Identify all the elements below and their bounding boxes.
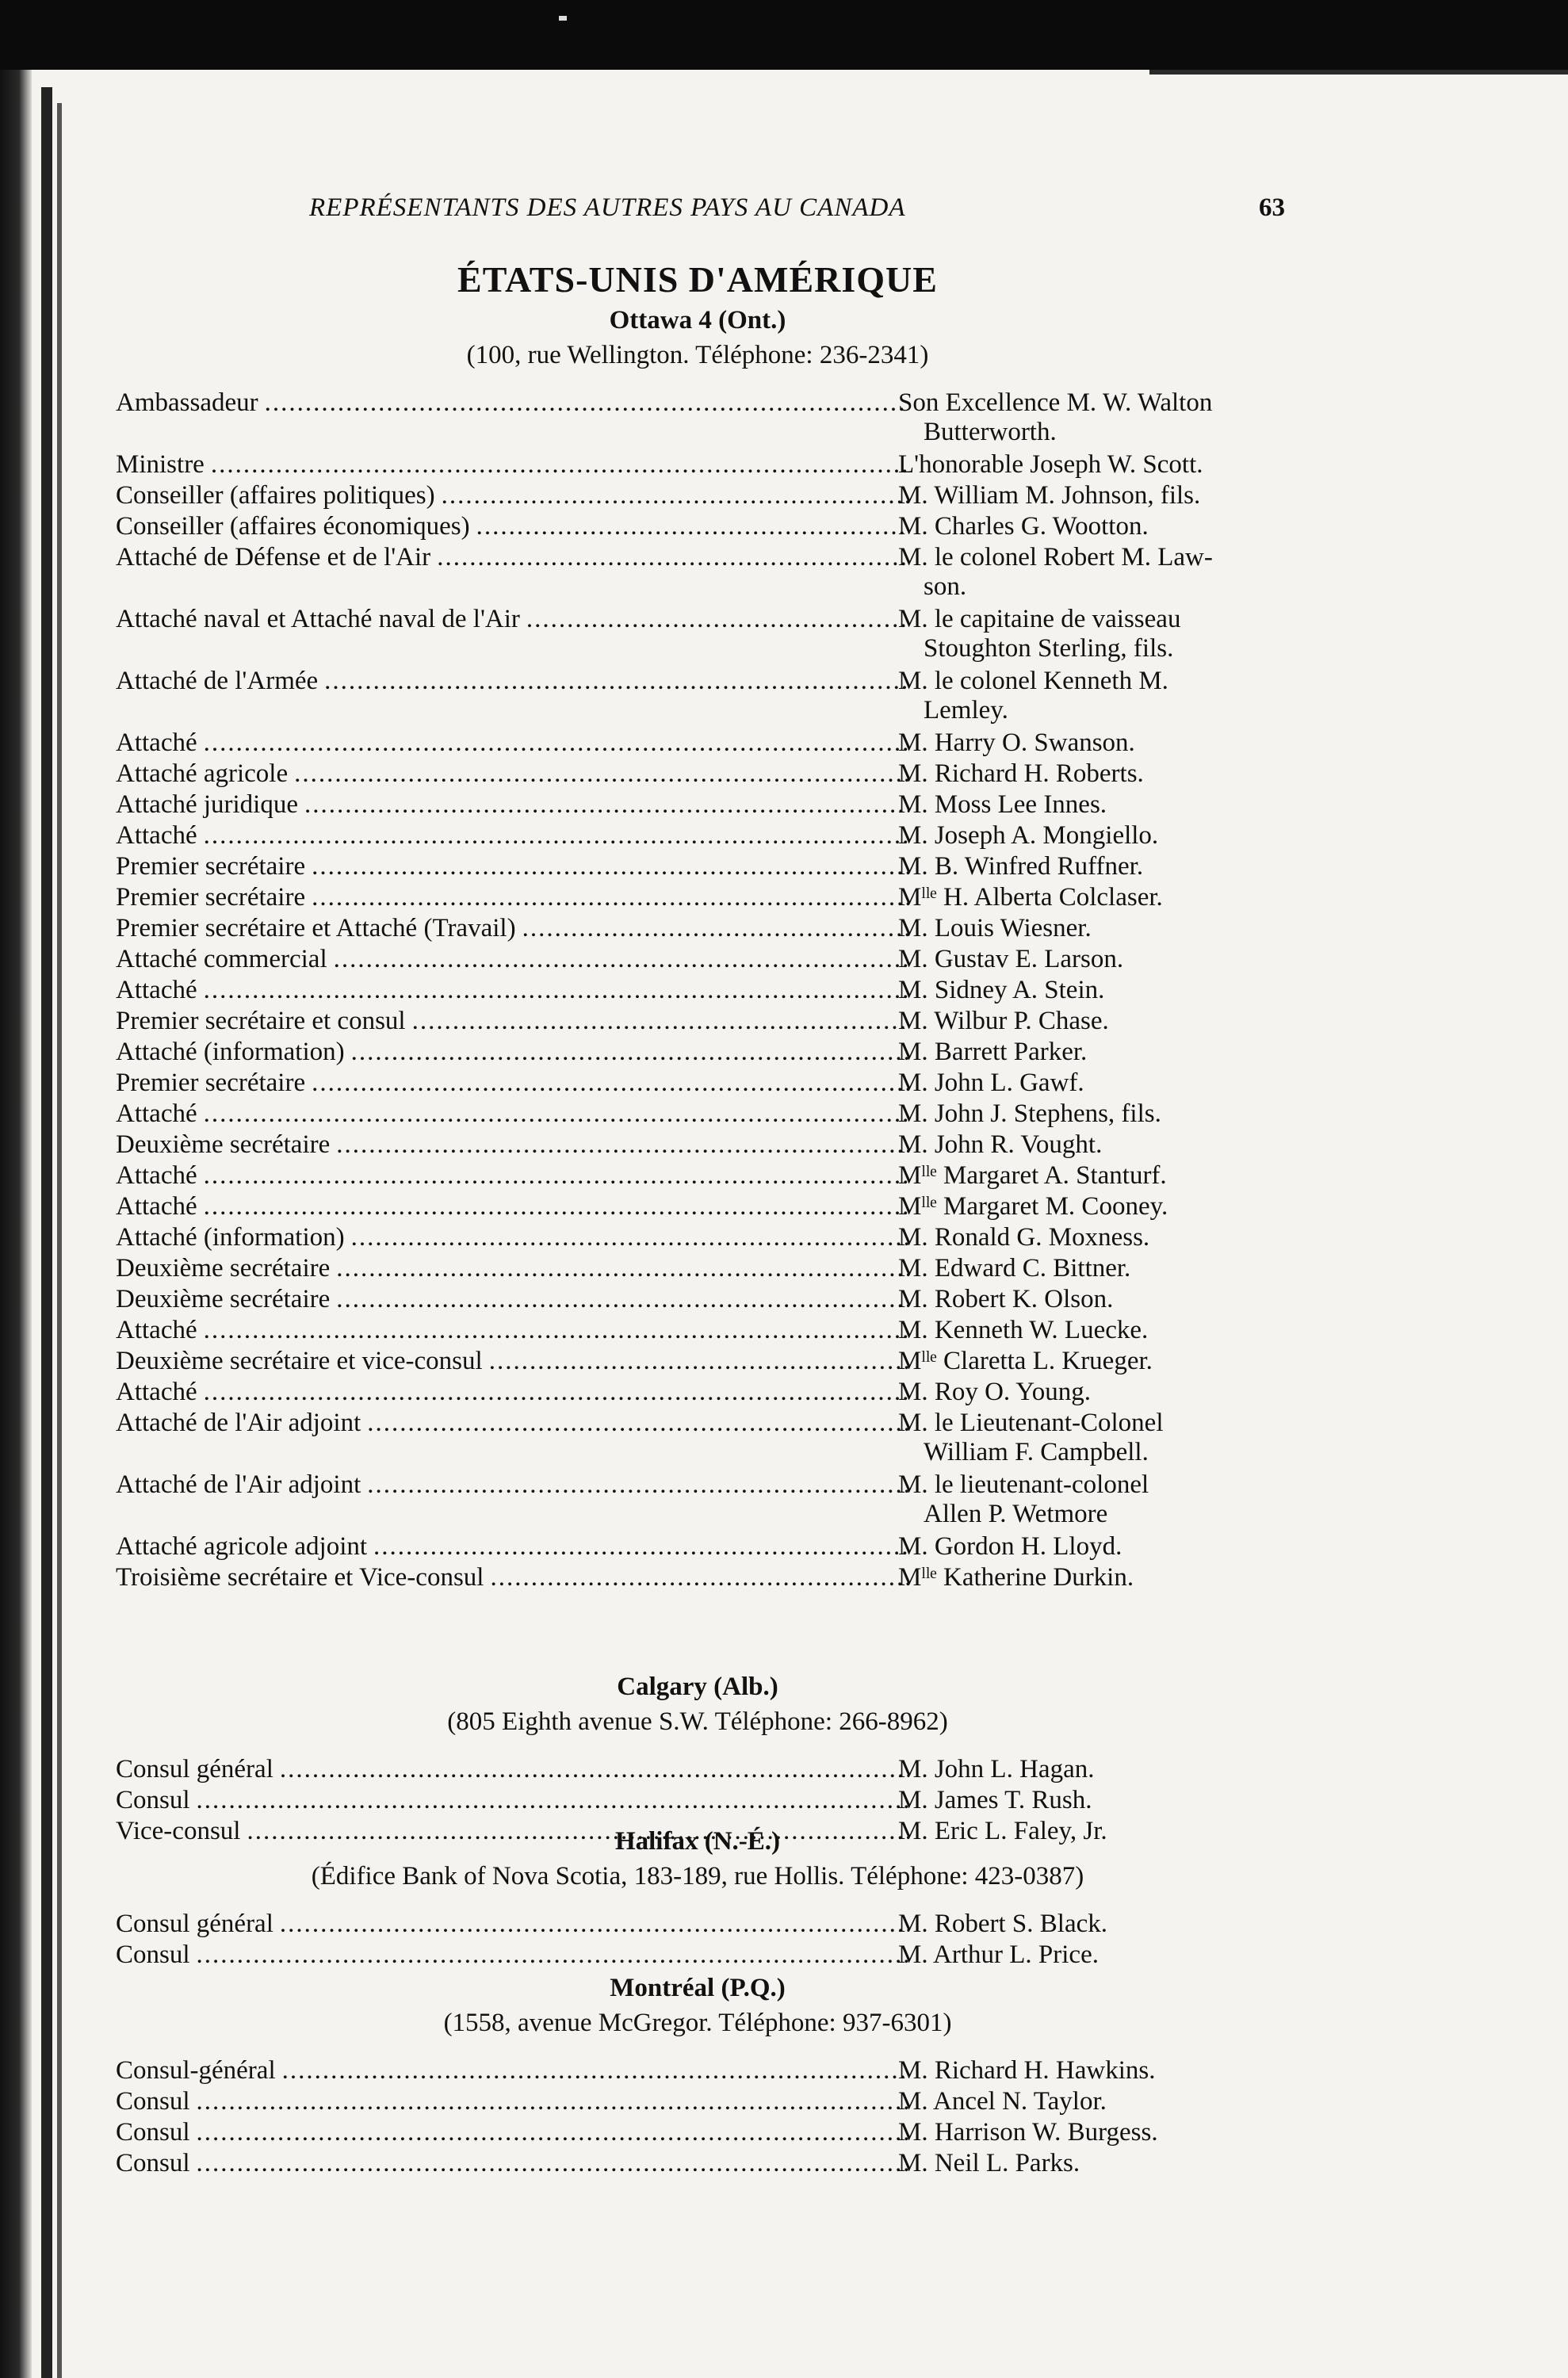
person-name-line: M. Sidney A. Stein. [898,976,1105,1004]
person-name [898,1161,1310,1191]
dot-leader [197,2118,908,2147]
role-label: Premier secrétaire [116,852,306,881]
role-column [116,1007,908,1036]
dot-leader [367,1409,908,1438]
role-column [116,728,908,758]
list-item [0,1786,1568,1818]
list-item [0,790,1568,822]
dot-leader [476,512,908,541]
person-name-line: M. Eric L. Faley, Jr. [898,1817,1107,1845]
section-city: Calgary (Alb.) [617,1673,778,1701]
dot-leader [304,790,908,820]
role-label: Premier secrétaire [116,1069,306,1097]
person-name-line: M. Robert K. Olson. [898,1285,1114,1313]
role-label: Consul général [116,1910,273,1938]
role-label: Conseiller (affaires politiques) [116,481,435,510]
dot-leader [489,1347,908,1376]
person-name-line: Butterworth. [924,418,1057,446]
role-label: Consul [116,1786,190,1814]
person-name-line: M. Arthur L. Price. [898,1940,1099,1969]
dot-leader [204,1161,908,1191]
person-name-line: M. Louis Wiesner. [898,914,1092,942]
person-name-line: M. Moss Lee Innes. [898,790,1107,819]
role-column [116,1161,908,1191]
section-address: (100, rue Wellington. Téléphone: 236-2341) [466,341,929,369]
page-number: 63 [1259,193,1285,222]
role-label: Deuxième secrétaire [116,1254,331,1283]
list-item [0,945,1568,977]
role-label: Deuxième secrétaire [116,1285,331,1313]
role-column [116,1038,908,1067]
role-column [116,1192,908,1221]
role-column [116,1099,908,1129]
role-column [116,1532,908,1562]
list-item [0,388,1568,446]
running-title: REPRÉSENTANTS DES AUTRES PAYS AU CANADA [309,193,906,222]
person-name-line: M. John R. Vought. [898,1130,1103,1159]
person-name-line: M. le Lieutenant-Colonel [898,1409,1164,1437]
person-name [898,1470,1310,1529]
person-name [898,1254,1310,1283]
dot-leader [351,1038,908,1067]
role-label: Ambassadeur [116,388,258,417]
role-column [116,388,908,418]
role-column [116,1285,908,1314]
person-name-line: M. Barrett Parker. [898,1038,1088,1066]
role-column [116,1254,908,1283]
dot-leader [334,945,908,974]
person-name-line: M. Kenneth W. Luecke. [898,1316,1149,1344]
list-item [0,914,1568,946]
person-name [898,1223,1310,1252]
dot-leader [204,728,908,758]
list-item [0,543,1568,601]
role-label: Attaché [116,821,197,850]
section-city: Halifax (N.-É.) [614,1827,781,1856]
list-item [0,1755,1568,1787]
list-item [0,1130,1568,1162]
page-title: ÉTATS-UNIS D'AMÉRIQUE [457,259,938,300]
list-item [0,1192,1568,1224]
dot-leader [373,1532,908,1562]
dot-leader [204,1316,908,1345]
person-name-line: M. B. Winfred Ruffner. [898,852,1144,881]
role-column [116,2149,908,2178]
list-item [0,1254,1568,1286]
person-name-line: son. [924,572,967,601]
role-label: Attaché de l'Armée [116,667,319,695]
role-label: Attaché de Défense et de l'Air [116,543,431,572]
person-name-line: Allen P. Wetmore [924,1500,1108,1528]
role-column [116,2118,908,2147]
person-name-line: Mˡˡᵉ Margaret A. Stanturf. [898,1161,1167,1190]
role-label: Deuxième secrétaire [116,1130,331,1159]
dot-leader [265,388,908,418]
role-column [116,1470,908,1500]
person-name [898,759,1310,789]
role-column [116,512,908,541]
role-column [116,1409,908,1438]
role-column [116,1316,908,1345]
role-column [116,914,908,943]
list-item [0,1038,1568,1069]
role-label: Conseiller (affaires économiques) [116,512,470,541]
person-name [898,388,1310,447]
list-item [0,667,1568,724]
role-column [116,883,908,912]
role-column [116,1130,908,1160]
role-label: Premier secrétaire [116,883,306,912]
person-name-line: Mˡˡᵉ Margaret M. Cooney. [898,1192,1168,1221]
person-name-line: M. William M. Johnson, fils. [898,481,1201,510]
role-label: Attaché [116,1192,197,1221]
dot-leader [490,1563,908,1592]
person-name-line: M. Ancel N. Taylor. [898,2087,1107,2116]
role-label: Attaché [116,1161,197,1190]
dot-leader [197,2087,908,2116]
role-column [116,1786,908,1815]
person-name-line: M. le colonel Kenneth M. [898,667,1168,695]
person-name-line: Son Excellence M. W. Walton [898,388,1213,417]
person-name [898,1069,1310,1098]
role-column [116,821,908,851]
list-item [0,1223,1568,1255]
dot-leader [294,759,908,789]
person-name-line: M. Robert S. Black. [898,1910,1107,1938]
list-item [0,728,1568,760]
person-name [898,821,1310,851]
person-name-line: L'honorable Joseph W. Scott. [898,450,1203,479]
dot-leader [211,450,908,480]
role-column [116,2056,908,2086]
role-column [116,1940,908,1970]
list-item [0,1470,1568,1528]
person-name [898,667,1310,725]
role-column [116,1347,908,1376]
list-item [0,821,1568,853]
person-name-line: Lemley. [924,696,1008,724]
person-name-line: M. Richard H. Roberts. [898,759,1144,788]
list-item [0,883,1568,915]
role-column [116,1563,908,1592]
role-column [116,1069,908,1098]
person-name [898,914,1310,943]
dot-leader [282,2056,908,2086]
dot-leader [204,821,908,851]
person-name-line: Mˡˡᵉ Claretta L. Krueger. [898,1347,1153,1375]
person-name [898,945,1310,974]
role-label: Premier secrétaire et consul [116,1007,406,1035]
role-column [116,790,908,820]
role-label: Attaché (information) [116,1038,345,1066]
section-city: Montréal (P.Q.) [610,1974,786,2002]
list-item [0,1563,1568,1595]
person-name-line: Stoughton Sterling, fils. [924,634,1174,663]
person-name [898,1940,1310,1970]
list-item [0,2118,1568,2150]
person-name-line: M. James T. Rush. [898,1786,1092,1814]
dot-leader [442,481,908,510]
role-label: Attaché commercial [116,945,327,973]
person-name [898,728,1310,758]
person-name [898,2118,1310,2147]
list-item [0,1161,1568,1193]
person-name [898,1192,1310,1221]
list-item [0,852,1568,884]
role-label: Attaché [116,1316,197,1344]
person-name [898,852,1310,881]
person-name-line: M. Ronald G. Moxness. [898,1223,1150,1252]
person-name [898,605,1310,663]
person-name [898,1786,1310,1815]
role-label: Attaché de l'Air adjoint [116,1409,361,1437]
role-column [116,605,908,634]
role-column [116,543,908,572]
role-label: Attaché [116,728,197,757]
person-name-line: M. Harrison W. Burgess. [898,2118,1158,2147]
list-item [0,759,1568,791]
person-name-line: M. Edward C. Bittner. [898,1254,1131,1283]
person-name-line: M. John L. Gawf. [898,1069,1084,1097]
role-label: Consul [116,2118,190,2147]
person-name [898,1038,1310,1067]
dot-leader [312,883,908,912]
list-item [0,1007,1568,1038]
person-name [898,1007,1310,1036]
dot-leader [336,1285,908,1314]
list-item [0,450,1568,482]
role-column [116,481,908,510]
person-name-line: M. Joseph A. Mongiello. [898,821,1159,850]
list-item [0,1316,1568,1348]
dot-leader [437,543,908,572]
role-label: Troisième secrétaire et Vice-consul [116,1563,484,1592]
list-item [0,1378,1568,1409]
role-column [116,759,908,789]
role-label: Consul général [116,1755,273,1784]
person-name-line: William F. Campbell. [924,1438,1149,1466]
person-name-line: M. le capitaine de vaisseau [898,605,1181,633]
list-item [0,1099,1568,1131]
dot-leader [336,1254,908,1283]
role-label: Deuxième secrétaire et vice-consul [116,1347,483,1375]
list-item [0,1409,1568,1466]
dot-leader [204,976,908,1005]
role-column [116,976,908,1005]
person-name-line: M. Harry O. Swanson. [898,728,1135,757]
role-column [116,945,908,974]
role-label: Premier secrétaire et Attaché (Travail) [116,914,516,942]
role-column [116,1378,908,1407]
section-address: (805 Eighth avenue S.W. Téléphone: 266-8962) [447,1707,948,1736]
dot-leader [526,605,908,634]
role-label: Attaché [116,1099,197,1128]
person-name [898,2087,1310,2116]
role-column [116,2087,908,2116]
person-name [898,2056,1310,2086]
dot-leader [204,1378,908,1407]
person-name-line: M. John L. Hagan. [898,1755,1095,1784]
person-name [898,1563,1310,1592]
role-label: Consul-général [116,2056,276,2085]
dot-leader [197,1940,908,1970]
section-address: (1558, avenue McGregor. Téléphone: 937-6301) [443,2009,952,2037]
list-item [0,1532,1568,1564]
person-name [898,1532,1310,1562]
list-item [0,1910,1568,1941]
dot-leader [412,1007,908,1036]
person-name [898,790,1310,820]
person-name-line: M. Roy O. Young. [898,1378,1091,1406]
role-label: Consul [116,2087,190,2116]
person-name-line: M. Gustav E. Larson. [898,945,1124,973]
role-label: Consul [116,2149,190,2177]
role-label: Attaché (information) [116,1223,345,1252]
person-name-line: M. Gordon H. Lloyd. [898,1532,1122,1561]
section-address: (Édifice Bank of Nova Scotia, 183-189, rue Hollis. Téléphone: 423-0387) [311,1862,1084,1891]
dot-leader [351,1223,908,1252]
person-name-line: M. le lieutenant-colonel [898,1470,1149,1499]
dot-leader [312,1069,908,1098]
person-name-line: M. le colonel Robert M. Law- [898,543,1213,572]
dot-leader [204,1192,908,1221]
list-item [0,1285,1568,1317]
list-item [0,2087,1568,2119]
list-item [0,481,1568,513]
person-name-line: M. Charles G. Wootton. [898,512,1149,541]
person-name [898,1099,1310,1129]
role-label: Attaché naval et Attaché naval de l'Air [116,605,520,633]
list-item [0,1940,1568,1972]
person-name-line: Mˡˡᵉ H. Alberta Colclaser. [898,883,1163,912]
list-item [0,605,1568,663]
person-name-line: Mˡˡᵉ Katherine Durkin. [898,1563,1134,1592]
person-name [898,1316,1310,1345]
list-item [0,512,1568,544]
role-column [116,852,908,881]
dot-leader [312,852,908,881]
dot-leader [280,1910,908,1939]
person-name [898,883,1310,912]
role-label: Attaché [116,976,197,1004]
dot-leader [197,1786,908,1815]
dot-leader [522,914,908,943]
person-name [898,543,1310,602]
role-label: Consul [116,1940,190,1969]
person-name [898,1409,1310,1467]
role-column [116,667,908,696]
person-name-line: M. Neil L. Parks. [898,2149,1080,2177]
list-item [0,2149,1568,2181]
person-name [898,1347,1310,1376]
person-name-line: M. Wilbur P. Chase. [898,1007,1109,1035]
role-column [116,1910,908,1939]
person-name [898,976,1310,1005]
dot-leader [324,667,908,696]
list-item [0,976,1568,1007]
dot-leader [336,1130,908,1160]
role-label: Ministre [116,450,205,479]
person-name [898,1755,1310,1784]
person-name [898,1130,1310,1160]
person-name-line: M. John J. Stephens, fils. [898,1099,1161,1128]
person-name [898,2149,1310,2178]
person-name [898,1285,1310,1314]
person-name-line: M. Richard H. Hawkins. [898,2056,1156,2085]
role-column [116,1223,908,1252]
person-name [898,1378,1310,1407]
role-label: Attaché agricole adjoint [116,1532,368,1561]
person-name [898,481,1310,510]
dot-leader [197,2149,908,2178]
role-column [116,1755,908,1784]
role-label: Attaché juridique [116,790,299,819]
role-column [116,450,908,480]
dot-leader [280,1755,908,1784]
person-name [898,450,1310,480]
role-label: Vice-consul [116,1817,241,1845]
role-label: Attaché agricole [116,759,289,788]
dot-leader [204,1099,908,1129]
list-item [0,1069,1568,1100]
list-item [0,1347,1568,1378]
role-label: Attaché [116,1378,197,1406]
list-item [0,2056,1568,2088]
dot-leader [367,1470,908,1500]
person-name [898,1910,1310,1939]
section-city: Ottawa 4 (Ont.) [609,306,786,335]
person-name [898,512,1310,541]
role-label: Attaché de l'Air adjoint [116,1470,361,1499]
